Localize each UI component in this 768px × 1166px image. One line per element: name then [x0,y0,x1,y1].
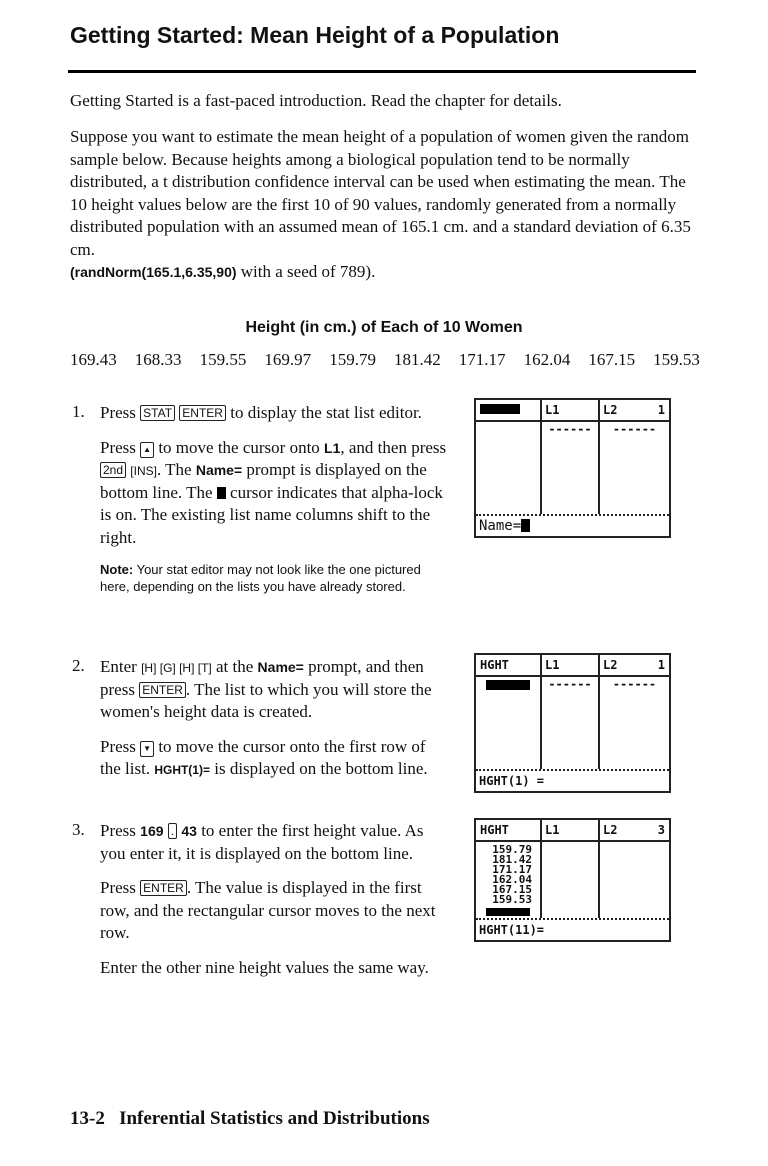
intro-text: Getting Started is a fast-paced introduction. Read the chapter for details. [70,91,562,110]
column-l2: L2 [603,658,618,672]
height-value: 171.17 [458,350,506,369]
column-number: 1 [657,658,665,672]
name-prompt-label: Name= [195,462,243,478]
text: Press [100,878,141,897]
text: . The list to which you will store the women's height data is created. [100,679,432,721]
title-rule [68,70,696,73]
alpha-cursor-icon [217,487,226,499]
text: at the [211,657,258,676]
empty-list-dashes: ------ [540,422,598,514]
list-value: 159.53 [492,893,532,906]
column-l2: L2 [603,403,618,417]
list-value: 167.15 [492,883,532,896]
column-hght: HGHT [480,658,509,672]
row-cursor [486,908,530,916]
column-number: 3 [657,823,665,837]
empty-list-dashes: ------ [598,422,669,514]
row-cursor [486,680,530,690]
page-footer: 13-2 Inferential Statistics and Distributions [70,1108,430,1129]
step-1-para-2 [100,437,447,550]
step-3-para-2 [100,877,447,945]
text: to enter the first height value. As you enter it, it is displayed on the bottom line. [100,821,424,863]
up-arrow-key-icon: ▲ [140,442,154,458]
note [100,561,447,595]
height-values [70,350,700,370]
height-value: 159.53 [653,350,700,369]
calculator-screen-1 [474,398,671,538]
screen-header [476,400,669,422]
hght-keys: [H] [G] [H] [T] [141,661,212,675]
text: to move the cursor onto the first row of the list. [100,736,426,778]
key-value: 169 [140,823,164,839]
calculator-screen-2 [474,653,671,793]
column-l1: L1 [540,655,598,675]
text: Press [100,736,141,756]
screen-header [476,655,669,677]
stat-key: STAT [140,405,175,421]
empty-list-dashes: ------ [598,677,669,769]
empty-list-dashes: ------ [540,677,598,769]
highlight-cursor [480,404,520,414]
name-prompt-label: Name= [257,659,304,675]
list-value: 181.42 [492,853,532,866]
step-number: 2. [72,656,85,675]
text: cursor indicates that alpha-lock is on. The existing list name columns shift to the right. [100,482,443,547]
l1-label: L1 [324,439,341,456]
step-1-para-1 [100,402,447,425]
height-value: 162.04 [523,350,571,369]
column-number: 1 [657,403,665,417]
step-1 [72,402,447,595]
height-value: 181.42 [393,350,441,369]
text: prompt is displayed on the bottom line. The [100,460,427,502]
enter-key: ENTER [139,682,186,698]
down-arrow-key-icon: ▼ [140,741,154,757]
alpha-cursor-icon [521,519,530,532]
list-value: 162.04 [492,873,532,886]
height-value: 167.15 [588,350,636,369]
hght-command: HGHT(1)= [154,763,210,777]
text: Press [100,821,141,840]
calculator-screen-3 [474,818,671,942]
randnorm-command: (randNorm(165.1,6.35,90) [70,264,237,280]
table-title: Height (in cm.) of Each of 10 Women [245,319,523,336]
note-text: Your stat editor may not look like the one pictured here, depending on the lists you have already stored. [100,562,421,594]
entry-line: Name= [479,518,522,534]
text: , and then press [340,437,447,457]
step-2-para-1 [100,656,447,724]
page-title: Getting Started: Mean Height of a Population [70,22,560,48]
text: prompt, and then press [100,657,424,699]
enter-key: ENTER [179,405,226,421]
note-label: Note: [100,562,134,577]
screen-header [476,820,669,842]
column-hght: HGHT [480,823,509,837]
step-2 [72,656,447,782]
enter-key: ENTER [140,880,187,896]
key-value: 43 [181,823,197,839]
ins-key: [INS] [130,464,157,478]
step-number: 1. [72,402,85,421]
step-2-para-2 [100,736,447,782]
list-value: 159.79 [492,843,532,856]
scenario-body: Suppose you want to estimate the mean height of a population of women given the random sample below. Because heights among a biological population tend to be normally distributed, a t distribution confidence interval can be used when estimating the mean. The 10 height values below are the first 10 of 90 values, randomly generated from a normally distributed population with an assumed mean of 165.1 cm. and a standard deviation of 6.35 cm. [70,127,691,259]
height-value: 169.97 [264,350,312,369]
text: Press [100,403,141,422]
step-3 [72,820,447,979]
entry-line: HGHT(11)= [476,918,669,940]
step-3-para-3: Enter the other nine height values the same way. [100,957,429,977]
height-value: 159.79 [329,350,376,369]
2nd-key: 2nd [100,462,126,478]
text: Enter [100,657,142,676]
scenario-tail: with a seed of 789). [236,262,376,281]
text: . The [156,460,196,479]
list-value: 171.17 [492,863,532,876]
height-value: 168.33 [134,350,182,369]
text: to display the stat list editor. [225,403,422,422]
column-l1: L1 [540,400,598,420]
step-number: 3. [72,820,85,839]
text: Press [100,437,141,457]
text: to move the cursor onto [154,437,325,457]
text: is displayed on the bottom line. [209,759,428,778]
scenario-text [70,126,702,284]
entry-line: HGHT(1) = [476,769,669,791]
height-value: 169.43 [70,350,117,369]
decimal-key: . [168,823,177,839]
column-l2: L2 [603,823,618,837]
height-value: 159.55 [199,350,247,369]
text: . The value is displayed in the first row, and the rectangular cursor moves to the next row. [100,878,436,942]
step-3-para-1 [100,820,447,865]
column-l1: L1 [540,820,598,840]
